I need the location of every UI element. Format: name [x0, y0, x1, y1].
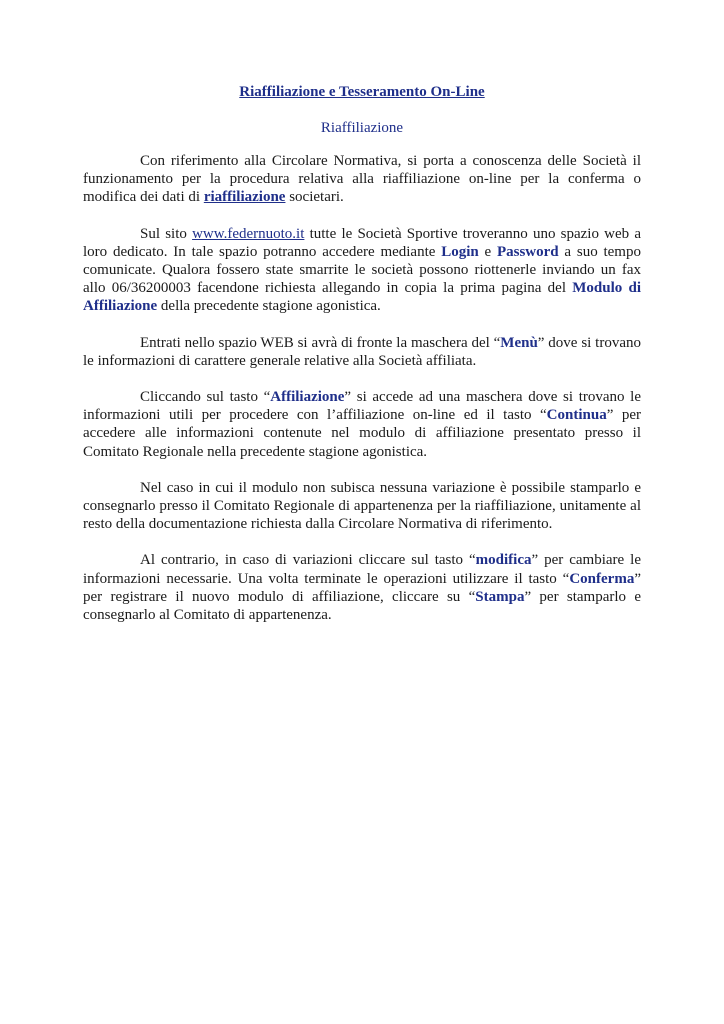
conferma-keyword: Conferma: [569, 570, 635, 587]
paragraph-4: [83, 388, 641, 461]
text-run: Sul sito: [140, 225, 193, 242]
riaffiliazione-link[interactable]: riaffiliazione: [203, 189, 286, 206]
text-run: ” dove si trovano le informazioni di carattere generale relative alla Società affiliata.: [83, 334, 641, 369]
text-run: tutte le Società Sportive troveranno uno spazio web a loro dedicato. In tale spazio potranno accedere mediante: [83, 225, 641, 260]
text-run: Cliccando sul tasto “: [140, 389, 271, 406]
modifica-keyword: modifica: [475, 552, 532, 569]
text-run: ” per cambiare le informazioni necessarie. Una volta terminate le operazioni utilizzare il tasto “: [83, 552, 641, 587]
document-title: Riaffiliazione e Tesseramento On-Line: [239, 84, 485, 100]
paragraph-6: [83, 551, 641, 624]
paragraph-5: Nel caso in cui il modulo non subisca nessuna variazione è possibile stamparlo e consegnarlo presso il Comitato Regionale di appartenenza per la riaffiliazione, unitamente al resto della documentazione richiesta dalla Circolare Normativa di riferimento.: [83, 479, 641, 533]
text-run: ” per stamparlo e consegnarlo al Comitato di appartenenza.: [83, 588, 641, 624]
document-subtitle: Riaffiliazione: [320, 120, 404, 136]
federnuoto-link[interactable]: www.federnuoto.it: [192, 225, 305, 242]
stampa-keyword: Stampa: [475, 588, 525, 605]
paragraph-1: [83, 152, 641, 207]
affiliazione-keyword: Affiliazione: [270, 389, 345, 406]
text-run: Entrati nello spazio WEB si avrà di fronte la maschera del “: [140, 334, 501, 351]
text-run: a suo tempo comunicate. Qualora fossero state smarrite le società possono riottenerle inviando un fax allo 06/36200003 facendone richiesta allegando in copia la prima pagina del: [83, 243, 641, 297]
text-run: della precedente stagione agonistica.: [157, 298, 381, 315]
modulo-affiliazione-keyword: Modulo di Affiliazione: [83, 280, 641, 315]
text-run: societari.: [285, 189, 344, 206]
password-keyword: Password: [496, 243, 559, 260]
text-run: ” si accede ad una maschera dove si trovano le informazioni utili per procedere con l’affiliazione on-line ed il tasto “: [83, 389, 641, 424]
text-run: ” per registrare il nuovo modulo di affiliazione, cliccare su “: [83, 570, 641, 605]
continua-keyword: Continua: [546, 407, 607, 424]
text-run: Con riferimento alla Circolare Normativa, si porta a conoscenza delle Società il funzionamento per la procedura relativa alla riaffiliazione on-line per la conferma o modifica dei dati di: [83, 153, 641, 206]
paragraph-3: [83, 334, 641, 370]
text-run: Al contrario, in caso di variazioni cliccare sul tasto “: [140, 552, 476, 569]
paragraph-2: [83, 225, 641, 316]
login-keyword: Login: [441, 243, 479, 260]
document-body: [83, 152, 641, 642]
menu-keyword: Menù: [500, 334, 538, 351]
text-run: ” per accedere alle informazioni contenute nel modulo di affiliazione presentato presso il Comitato Regionale nella precedente stagione agonistica.: [83, 407, 642, 460]
text-run: e: [478, 243, 497, 260]
